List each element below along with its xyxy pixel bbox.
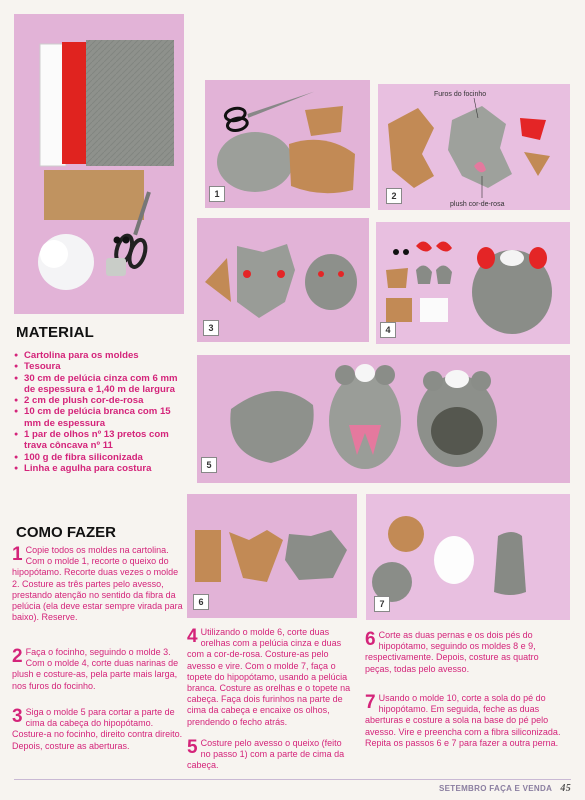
material-item: ● Linha e agulha para costura — [14, 463, 189, 474]
instruction-step-7 — [365, 693, 567, 749]
step-1-number-text: 1 — [12, 544, 23, 565]
materials-photo — [14, 14, 184, 314]
material-item: ● 10 cm de pelúcia branca com 15 mm de espessura — [14, 406, 189, 429]
step-1-text: Copie todos os moldes na cartolina. Com o molde 1, recorte o queixo do hipopótamo. Recorte duas vezes o molde 2. Costure as três partes pelo avesso, prestando atenção no sentido da fibra da pelúcia (ela deve estar sempre virada para baixo). Reserve. — [12, 545, 183, 623]
material-heading: MATERIAL — [16, 324, 94, 341]
step-4-number: 4 — [380, 322, 396, 338]
step-6-text: Corte as duas pernas e os dois pés do hipopótamo, seguindo os moldes 8 e 9, respectivamente. Depois, costure as quatro peças, todas pelo avesso. — [365, 630, 539, 674]
step-7-illustration — [366, 494, 570, 620]
step-photo-4 — [376, 222, 570, 344]
footer-month: SETEMBRO — [439, 784, 487, 793]
step-3-number: 3 — [203, 320, 219, 336]
step-3-number-text: 3 — [12, 706, 23, 727]
step-7-number: 7 — [374, 596, 390, 612]
page-number: 45 — [560, 783, 571, 794]
step-1-illustration — [205, 80, 370, 208]
footer-rule — [14, 779, 571, 780]
instruction-step-6 — [365, 630, 567, 675]
step-photo-1 — [205, 80, 370, 208]
material-item: ● 100 g de fibra siliconizada — [14, 452, 189, 463]
step-4-illustration — [376, 222, 570, 344]
step-5-number-text: 5 — [187, 737, 198, 758]
step-1-number: 1 — [209, 186, 225, 202]
step-5-text: Costure pelo avesso o queixo (feito no passo 1) com a parte de cima da cabeça. — [187, 738, 345, 771]
step-photo-2 — [378, 84, 570, 210]
step-3-illustration — [197, 218, 369, 342]
instruction-step-2 — [12, 647, 184, 692]
step-5-number: 5 — [201, 457, 217, 473]
material-item: ● Tesoura — [14, 361, 189, 372]
instruction-step-3 — [12, 707, 184, 752]
step-7-number-text: 7 — [365, 692, 376, 713]
material-item: ● Cartolina para os moldes — [14, 350, 189, 361]
photo-2-label-nostrils: Furos do focinho — [434, 91, 487, 98]
step-photo-7 — [366, 494, 570, 620]
step-6-number: 6 — [193, 594, 209, 610]
step-photo-6 — [187, 494, 357, 618]
material-item: ● 1 par de olhos nº 13 pretos com trava côncava nº 11 — [14, 429, 189, 452]
footer-magazine: FAÇA E VENDA — [489, 784, 552, 793]
step-4-number-text: 4 — [187, 626, 198, 647]
instruction-step-1 — [12, 545, 184, 623]
photo-2-label-plush: plush cor-de-rosa — [450, 201, 505, 208]
step-3-text: Siga o molde 5 para cortar a parte de cima da cabeça do hipopótamo. Costure-a no focinho, direito contra direito. Depois, costure as aberturas. — [12, 707, 183, 751]
step-photo-3 — [197, 218, 369, 342]
step-6-illustration — [187, 494, 357, 618]
step-7-text: Usando o molde 10, corte a sola do pé do hipopótamo. Em seguida, feche as duas aberturas e costure a sola na base do pé pelo avesso. Vire e preencha com a fibra siliconizada. Repita os passos 6 e 7 para fazer a outra perna. — [365, 693, 561, 748]
como-fazer-heading: COMO FAZER — [16, 524, 116, 541]
materials-illustration — [14, 14, 184, 314]
step-2-illustration — [378, 84, 570, 210]
step-photo-5 — [197, 355, 570, 483]
step-2-number: 2 — [386, 188, 402, 204]
material-item: ● 2 cm de plush cor-de-rosa — [14, 395, 189, 406]
page-footer — [439, 783, 571, 794]
step-2-text: Faça o focinho, seguindo o molde 3. Com o molde 4, corte duas narinas de plush e costure-as, pela parte mais larga, nos furos do focinho. — [12, 647, 179, 691]
instruction-step-5 — [187, 738, 353, 772]
step-2-number-text: 2 — [12, 646, 23, 667]
material-list — [14, 350, 189, 474]
step-6-number-text: 6 — [365, 629, 376, 650]
instruction-step-4 — [187, 627, 353, 728]
step-5-illustration — [197, 355, 570, 483]
material-item: ● 30 cm de pelúcia cinza com 6 mm de espessura e 1,40 m de largura — [14, 373, 189, 396]
step-4-text: Utilizando o molde 6, corte duas orelhas com a pelúcia cinza e duas com a cor-de-rosa. Costure-as pelo avesso e vire. Com o molde 7, faça o topete do hipopótamo, usando a pelúcia branca. Costure as orelhas e o topete na cabeça. Faça dois furinhos na parte de cima da cabeça e encaixe os olhos, prendendo o fecho atrás. — [187, 627, 351, 727]
